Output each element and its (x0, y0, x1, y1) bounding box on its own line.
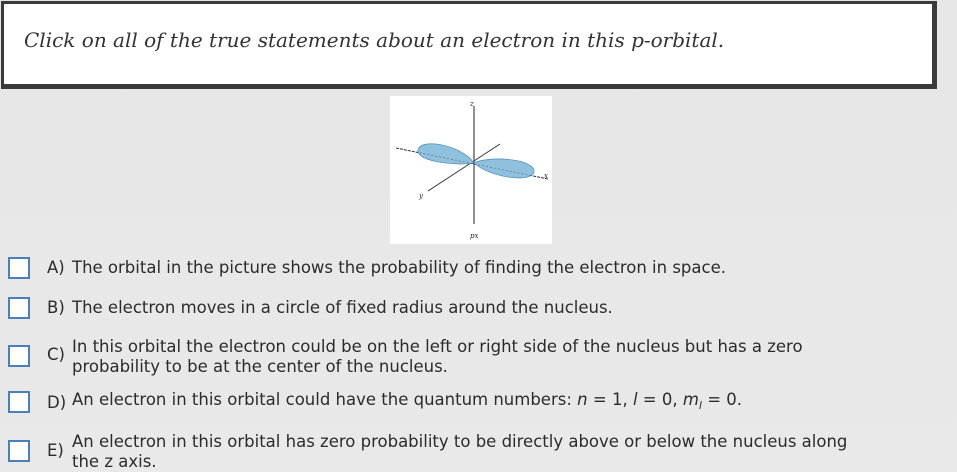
option-b-text: The electron moves in a circle of fixed radius around the nucleus. (72, 298, 613, 317)
option-d-text (72, 390, 742, 415)
p-orbital-diagram (390, 96, 552, 244)
question-prompt: Click on all of the true statements about an electron in this p-orbital. (24, 28, 725, 52)
quantum-number-n: n (577, 390, 588, 409)
option-c-text-line1: In this orbital the electron could be on the left or right side of the nucleus but has a zero (72, 337, 803, 356)
p-orbital-figure (390, 96, 552, 244)
option-b-checkbox[interactable] (8, 297, 30, 319)
quantum-number-m-subscript: l (698, 399, 702, 412)
orbital-lobe-left (418, 144, 474, 164)
quantum-number-m: m (682, 390, 699, 409)
option-a-checkbox[interactable] (8, 257, 30, 279)
orbital-lobe-right (474, 159, 534, 178)
option-e-checkbox[interactable] (8, 440, 30, 462)
x-axis-label: x (544, 172, 548, 180)
option-a-text: The orbital in the picture shows the probability of finding the electron in space. (72, 258, 726, 277)
option-e-letter: E) (47, 441, 64, 460)
quantum-number-l-value: = 0, (637, 390, 683, 409)
option-c-text-line2: probability to be at the center of the nucleus. (72, 357, 448, 376)
quantum-number-n-value: = 1, (587, 390, 633, 409)
figure-caption: px (470, 232, 479, 240)
option-c-letter: C) (47, 345, 65, 364)
option-d-prefix: An electron in this orbital could have the quantum numbers: (72, 390, 578, 409)
option-e-text-line1: An electron in this orbital has zero probability to be directly above or below the nucleus along (72, 432, 848, 451)
quantum-number-m-value: = 0. (701, 390, 743, 409)
question-prompt-box (1, 1, 937, 89)
z-axis-label: z (470, 100, 474, 108)
option-d-checkbox[interactable] (8, 391, 30, 413)
y-axis-label: y (419, 192, 423, 200)
option-c-checkbox[interactable] (8, 345, 30, 367)
option-a-letter: A) (47, 258, 65, 277)
option-e-text-line2: the z axis. (72, 452, 157, 471)
option-d-letter: D) (47, 393, 67, 412)
option-b-letter: B) (47, 298, 65, 317)
quantum-number-l: l (632, 390, 638, 409)
